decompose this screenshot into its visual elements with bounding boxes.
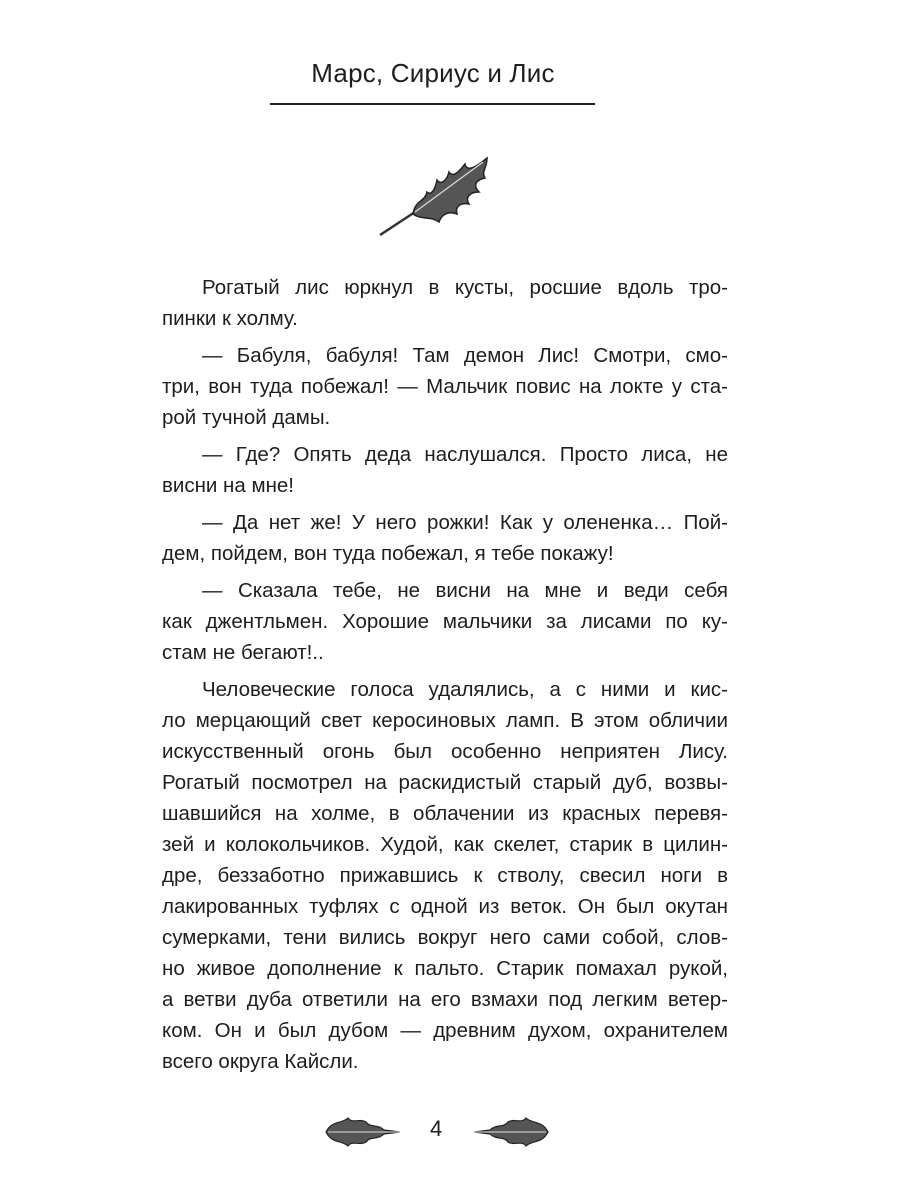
text-line: дре, беззаботно прижавшись к стволу, свесил ноги в [162, 864, 728, 887]
running-header-title: Марс, Сириус и Лис [311, 58, 555, 88]
paragraph [162, 439, 728, 501]
text-line: — Да нет же! У него рожки! Как у олененка… Пой- [202, 511, 728, 534]
text-line: дем, пойдем, вон туда побежал, я тебе покажу! [162, 542, 614, 565]
text-line: пинки к холму. [162, 307, 298, 330]
text-line: как джентльмен. Хорошие мальчики за лисами по ку- [162, 610, 728, 633]
text-line: рой тучной дамы. [162, 406, 331, 429]
paragraph [162, 340, 728, 433]
paragraph [162, 674, 728, 1077]
text-line: всего округа Кайсли. [162, 1050, 359, 1073]
text-line: лакированных туфлях с одной из веток. Он был окутан [162, 895, 728, 918]
text-line: шавшийся на холме, в облачении из красных перевя- [162, 802, 728, 825]
text-line: ло мерцающий свет керосиновых ламп. В этом обличии [162, 709, 728, 732]
footer-oak-leaf-right-icon [472, 1114, 552, 1150]
text-line: но живое дополнение к пальто. Старик помахал рукой, [162, 957, 728, 980]
paragraph [162, 272, 728, 334]
text-line: три, вон туда побежал! — Мальчик повис на локте у ста- [162, 375, 728, 398]
text-line: Рогатый посмотрел на раскидистый старый дуб, возвы- [162, 771, 728, 794]
text-line: — Сказала тебе, не висни на мне и веди себя [202, 579, 728, 602]
oak-leaf-icon [375, 150, 505, 240]
paragraph [162, 507, 728, 569]
text-line: Человеческие голоса удалялись, а с ними и кис- [202, 678, 728, 701]
footer-oak-leaf-left-icon [322, 1114, 402, 1150]
text-line: искусственный огонь был особенно неприятен Лису. [162, 740, 728, 763]
text-line: — Бабуля, бабуля! Там демон Лис! Смотри, смо- [202, 344, 728, 367]
header-rule [270, 103, 595, 105]
text-line: а ветви дуба ответили на его взмахи под легким ветер- [162, 988, 728, 1011]
body-text [162, 272, 728, 1083]
paragraph [162, 575, 728, 668]
text-line: стам не бегают!.. [162, 641, 324, 664]
text-line: Рогатый лис юркнул в кусты, росшие вдоль тро- [202, 276, 728, 299]
text-line: зей и колокольчиков. Худой, как скелет, старик в цилин- [162, 833, 728, 856]
text-line: ком. Он и был дубом — древним духом, охранителем [162, 1019, 728, 1042]
text-line: висни на мне! [162, 474, 294, 497]
page-number: 4 [430, 1116, 443, 1141]
text-line: — Где? Опять деда наслушался. Просто лиса, не [202, 443, 728, 466]
text-line: сумерками, тени вились вокруг него сами собой, слов- [162, 926, 728, 949]
